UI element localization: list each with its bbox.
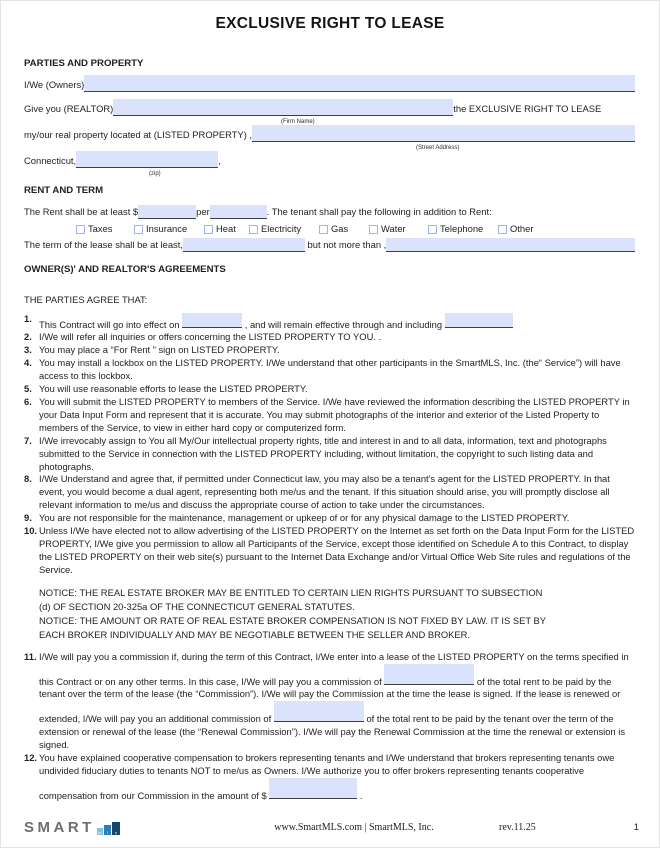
realtor-label: Give you (REALTOR) (24, 102, 114, 114)
logo-block-l: l (104, 825, 111, 835)
item-8-number: 8. (24, 473, 32, 485)
agreement-item-3 (24, 344, 635, 357)
item-12-text-2: . (357, 789, 363, 801)
checkbox-insurance[interactable] (134, 225, 143, 234)
utility-telephone (428, 223, 483, 236)
agreement-item-7 (24, 435, 635, 474)
item-8-text: I/We Understand and agree that, if permitted under Connecticut law, you may also be a tenant's agent for the LISTED PROPERTY. In that event, you would become a dual agent, representing both me/us and the tenant. If this situation should arise, you will promptly disclose all relevant information to me/us and discuss the appropriate course of action to take under the circumstances. (39, 473, 610, 511)
item-3-number: 3. (24, 344, 32, 356)
term-prefix-label: The term of the lease shall be at least, (24, 238, 183, 250)
section-agreements-heading: OWNER(S)' AND REALTOR'S AGREEMENTS (24, 263, 226, 275)
checkbox-telephone[interactable] (428, 225, 437, 234)
item-7-text: I/We irrevocably assign to You all My/Our intellectual property rights, title and interest in and to all data, information, text and photographs submitted to the Service in connection with the LISTED PROPERTY including, without limitation, the copyright to such listing data and photographs. (39, 434, 607, 472)
utility-electricity (249, 223, 301, 236)
agreement-item-12 (24, 752, 635, 803)
realtor-firm-field[interactable] (113, 99, 453, 116)
item-10-text: Unless I/We have elected not to allow advertising of the LISTED PROPERTY on the Internet as set forth on the Data Input Form for the LISTED PROPERTY, I/We give you permission to allow all Participants of the Service, except those identified on Schedule A to this Contract, to display the LISTED PROPERTY on their web site(s) pursuant to the Internet Data Exchange and/or Virtual Office Web Site rules and regulations of the Service. (39, 525, 635, 575)
section-rent-heading: RENT AND TERM (24, 184, 104, 196)
item-11-text-3: of the total rent to be paid by the tenant over the term of the extension or renewal of the lease (the “Renewal Commission”). I/We will pay the Renewal Commission at the time the renewal or extension is signed. (39, 713, 626, 751)
zip-field[interactable] (76, 151, 218, 168)
realtor-suffix-label: the EXCLUSIVE RIGHT TO LEASE (453, 102, 602, 114)
owners-row (24, 75, 635, 92)
electricity-label: Electricity (261, 222, 302, 234)
item-6-number: 6. (24, 395, 32, 407)
page-title: EXCLUSIVE RIGHT TO LEASE (215, 15, 445, 32)
item-9-text: You are not responsible for the maintenance, management or upkeep of or for any physical damage to the LISTED PROPERTY. (39, 512, 570, 524)
item-1-text-1: This Contract will go into effect on (39, 318, 183, 330)
utilities-row (24, 223, 635, 236)
checkbox-taxes[interactable] (76, 225, 85, 234)
state-label: Connecticut, (24, 154, 77, 166)
rent-amount-field[interactable] (138, 205, 196, 219)
item-5-text: You will use reasonable efforts to lease the LISTED PROPERTY. (39, 383, 308, 395)
checkbox-water[interactable] (369, 225, 378, 234)
state-suffix: , (218, 154, 221, 166)
agreement-item-1 (24, 313, 635, 332)
street-caption-row (24, 142, 635, 151)
item-1-text-2: , and will remain effective through and including (242, 318, 445, 330)
item-9-number: 9. (24, 512, 32, 524)
smartmls-logo (24, 821, 209, 835)
utility-other (498, 223, 533, 236)
agreement-item-10 (24, 525, 635, 577)
effective-through-field[interactable] (445, 313, 513, 328)
firm-caption-row (24, 116, 635, 125)
item-2-text: I/We will refer all inquiries or offers concerning the LISTED PROPERTY TO YOU. . (39, 331, 382, 343)
item-11-number: 11. (24, 650, 37, 662)
item-12-number: 12. (24, 752, 38, 764)
taxes-label: Taxes (88, 222, 113, 234)
notice-text-2: NOTICE: THE AMOUNT OR RATE OF REAL ESTATE BROKER COMPENSATION IS NOT FIXED BY LAW. IT IS SET BY EACH BROKER INDIVIDUALLY AND MAY BE NEGOTIABLE BETWEEN THE SELLER AND BROKER. (39, 614, 546, 640)
item-1-body (39, 313, 635, 332)
logo-block-m: m (98, 830, 102, 835)
commission-field[interactable] (384, 664, 474, 685)
item-2-number: 2. (24, 331, 32, 343)
agreement-item-8 (24, 473, 635, 512)
footer-revision: rev.11.25 (499, 822, 536, 834)
owners-label: I/We (Owners) (24, 78, 85, 90)
item-4-text: You may install a lockbox on the LISTED PROPERTY. I/We understand that other participants in the SmartMLS, Inc. (the“ Service”) will have access to this lockbox. (39, 357, 621, 382)
item-11-text-1: I/We will pay you a commission if, during the term of this Contract, I/We enter into a lease of the LISTED PROPERTY on the terms specified in this Contract or on any other terms. In this case, I/We will pay you a commission of (39, 650, 629, 687)
telephone-label: Telephone (440, 222, 484, 234)
agreement-item-4 (24, 357, 635, 383)
agreement-item-9 (24, 512, 635, 525)
other-label: Other (510, 222, 534, 234)
property-label: my/our real property located at (LISTED PROPERTY) , (24, 128, 253, 140)
lease-term-max-field[interactable] (386, 238, 635, 252)
property-row (24, 125, 635, 142)
term-mid-label: but not more than , (304, 238, 387, 250)
item-10-number: 10. (24, 525, 38, 537)
insurance-label: Insurance (146, 222, 188, 234)
term-row (24, 238, 635, 252)
item-12-text-1: You have explained cooperative compensation to brokers representing tenants and I/We understand that brokers representing tenants owe undivided fiduciary duties to tenants NOT to me/us as Owners. I/We authorize you to offer brokers representing tenants cooperative compensation from our Commission in the amount of $ (39, 752, 615, 801)
rent-mid-label: per (196, 205, 210, 217)
broker-lien-notice (39, 586, 553, 642)
realtor-row (24, 99, 635, 116)
footer-website-text: www.SmartMLS.com | SmartMLS, Inc. (274, 822, 434, 834)
owners-field[interactable] (84, 75, 635, 92)
heat-label: Heat (216, 222, 236, 234)
item-6-text: You will submit the LISTED PROPERTY to members of the Service. I/We have reviewed the information describing the LISTED PROPERTY in your Data Input Form and represent that it is accurate. You may submit photographs of the interior and exterior of the Listed Property to members of the Service, to view in either hard copy or computerized form. (39, 395, 630, 433)
checkbox-other[interactable] (498, 225, 507, 234)
footer-page-number: 1 (633, 822, 639, 834)
state-row (24, 151, 635, 168)
checkbox-electricity[interactable] (249, 225, 258, 234)
cooperative-compensation-field[interactable] (269, 778, 357, 799)
gas-label: Gas (331, 222, 349, 234)
item-5-number: 5. (24, 383, 32, 395)
zip-caption-row (24, 168, 635, 177)
item-3-text: You may place a “For Rent ” sign on LISTED PROPERTY. (39, 344, 280, 356)
logo-block-s: s (112, 822, 120, 835)
rent-prefix-label: The Rent shall be at least $ (24, 205, 139, 217)
agreement-item-2 (24, 331, 635, 344)
agreement-item-11 (24, 651, 635, 752)
utility-heat (204, 223, 236, 236)
item-4-number: 4. (24, 357, 32, 369)
section-parties-heading: PARTIES AND PROPERTY (24, 57, 144, 69)
rent-period-field[interactable] (210, 205, 267, 219)
item-1-number: 1. (24, 312, 32, 324)
smartmls-logo-blocks-icon (96, 822, 120, 835)
zip-caption: (zip) (149, 170, 161, 177)
checkbox-heat[interactable] (204, 225, 213, 234)
rent-suffix-label: . The tenant shall pay the following in addition to Rent: (266, 205, 492, 217)
utility-insurance (134, 223, 187, 236)
effective-date-field[interactable] (182, 313, 242, 328)
rent-row (24, 205, 635, 219)
notice-text-1: NOTICE: THE REAL ESTATE BROKER MAY BE ENTITLED TO CERTAIN LIEN RIGHTS PURSUANT TO SUBSECTION (d) OF SECTION 20-325a OF THE CONNECTICUT GENERAL STATUTES. (39, 586, 543, 612)
renewal-commission-field[interactable] (274, 701, 364, 722)
item-7-number: 7. (24, 434, 32, 446)
water-label: Water (381, 222, 406, 234)
lease-term-min-field[interactable] (183, 238, 305, 252)
checkbox-gas[interactable] (319, 225, 328, 234)
document-content (1, 58, 659, 803)
item-12-body (39, 752, 635, 803)
agreements-intro: THE PARTIES AGREE THAT: (24, 293, 148, 305)
street-address-caption: (Street Address) (416, 144, 460, 151)
firm-name-caption: (Firm Name) (281, 118, 315, 125)
agreement-item-6 (24, 396, 635, 435)
item-11-body (39, 651, 635, 752)
page-footer (24, 821, 639, 835)
item-11-text-2: of the total rent to be paid by the tenant over the term of the lease (the “Commission”). I/We will pay the Commission at the time the lease is signed. If the lease is renewed or extended, I/We will pay you an additional commission of (39, 675, 621, 725)
utility-gas (319, 223, 348, 236)
agreement-item-5 (24, 383, 635, 396)
agreements-list (24, 313, 635, 803)
utility-water (369, 223, 406, 236)
utility-taxes (76, 223, 113, 236)
smartmls-logo-word: SMART (24, 819, 95, 836)
